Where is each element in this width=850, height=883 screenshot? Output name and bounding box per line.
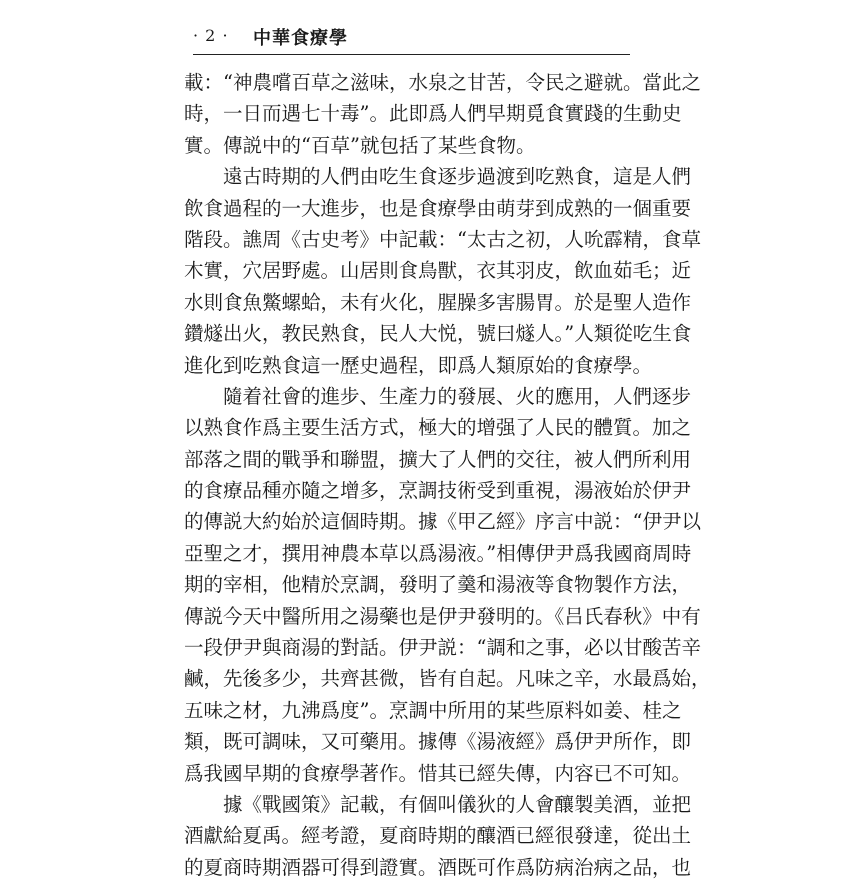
text-line: 鹹，先後多少，共齊甚微，皆有自起。凡味之辛，水最爲始，: [184, 667, 711, 691]
text-line: 一段伊尹與商湯的對話。伊尹説：“調和之事，必以甘酸苦辛: [184, 636, 701, 660]
text-line: 亞聖之才，撰用神農本草以爲湯液。”相傳伊尹爲我國商周時: [184, 541, 692, 565]
text-line: 以熟食作爲主要生活方式，極大的增强了人民的體質。加之: [184, 416, 692, 440]
running-header: [193, 24, 630, 55]
text-line: 期的宰相，他精於烹調，發明了羹和湯液等食物製作方法，: [184, 573, 692, 597]
text-line: 木實，穴居野處。山居則食鳥獸，衣其羽皮，飲血茹毛；近: [184, 259, 692, 283]
text-line: 酒獻給夏禹。經考證，夏商時期的釀酒已經很發達，從出土: [184, 824, 692, 848]
text-line: 載：“神農嚐百草之滋味，水泉之甘苦，令民之避就。當此之: [184, 71, 701, 94]
text-line: 傳説今天中醫所用之湯藥也是伊尹發明的。《吕氏春秋》中有: [184, 604, 701, 628]
text-line: 實。傳説中的“百草”就包括了某些食物。: [184, 133, 536, 157]
text-line: 的食療品種亦隨之增多，烹調技術受到重視，湯液始於伊尹: [184, 479, 692, 503]
paragraph-first-line: 據《戰國策》記載，有個叫儀狄的人會釀製美酒，並把: [223, 792, 692, 816]
body-text: [184, 67, 711, 883]
text-line: 鑽燧出火，教民熟食，民人大悦，號曰燧人。”人類從吃生食: [184, 322, 692, 346]
text-line: 階段。譙周《古史考》中記載：“太古之初，人吮霹精，食草: [184, 227, 701, 251]
text-line: 飲食過程的一大進步，也是食療學由萌芽到成熟的一個重要: [184, 196, 692, 220]
text-line: 水則食魚鱉螺蛤，未有火化，腥臊多害腸胃。於是聖人造作: [184, 290, 692, 314]
text-line: 類，既可調味，又可藥用。據傳《湯液經》爲伊尹所作，即: [184, 730, 692, 754]
book-title: 中華食療學: [253, 28, 348, 49]
text-line: 五味之材，九沸爲度”。烹調中所用的某些原料如姜、桂之: [184, 698, 682, 722]
text-line: 的夏商時期酒器可得到證實。酒既可作爲防病治病之品，也: [184, 855, 692, 879]
text-line: 爲我國早期的食療學著作。惜其已經失傳，内容已不可知。: [184, 761, 692, 785]
text-line: 時，一日而遇七十毒”。此即爲人們早期覓食實踐的生動史: [184, 102, 682, 126]
page-number: · 2 ·: [193, 26, 229, 45]
paragraph-first-line: 隨着社會的進步、生產力的發展、火的應用，人們逐步: [223, 384, 692, 408]
text-line: 進化到吃熟食這一歷史過程，即爲人類原始的食療學。: [184, 353, 653, 377]
text-line: 的傳説大約始於這個時期。據《甲乙經》序言中説：“伊尹以: [184, 510, 701, 534]
paragraph-first-line: 遠古時期的人們由吃生食逐步過渡到吃熟食，這是人們: [223, 165, 692, 189]
text-line: 部落之間的戰爭和聯盟，擴大了人們的交往，被人們所利用: [184, 447, 692, 471]
